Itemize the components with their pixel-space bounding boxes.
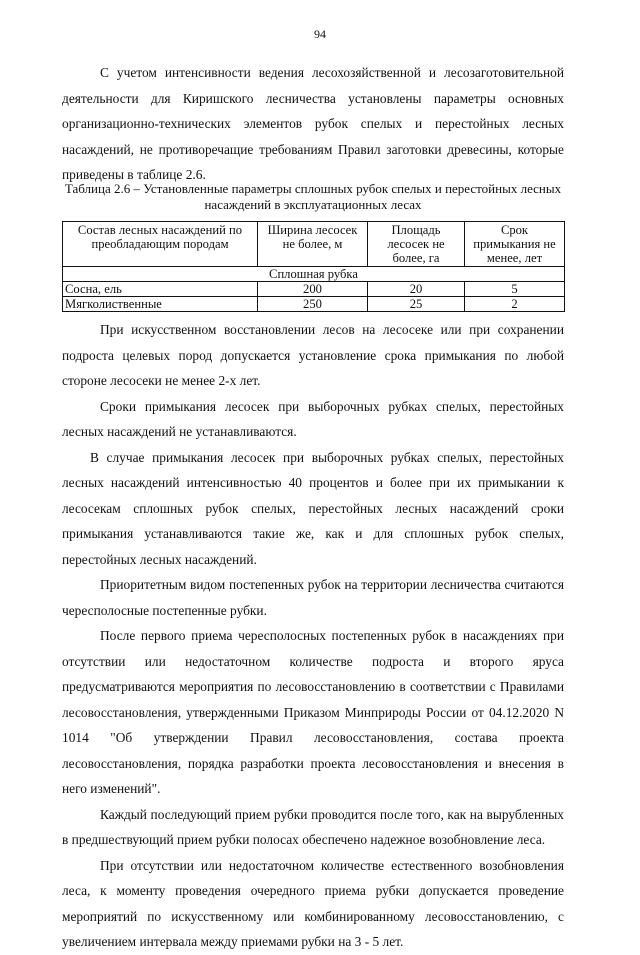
paragraph: При искусственном восстановлении лесов на лесосеке или при сохранении подроста целевых пород допускается установление срока примыкания по любой стороне лесосеки не менее 2-х лет.: [62, 322, 564, 388]
row-area: 25: [368, 297, 465, 312]
table-header-row: [63, 222, 565, 267]
header-width: Ширина лесосек не более, м: [258, 222, 368, 267]
paragraph: Каждый последующий прием рубки проводится после того, как на вырубленных в предшествующий прием рубки полосах обеспечено надежное возобновление леса.: [62, 806, 564, 847]
header-area: Площадь лесосек не более, га: [368, 222, 465, 267]
table-row: [63, 297, 565, 312]
row-term: 5: [465, 282, 565, 297]
intro-text: [62, 60, 564, 188]
row-term: 2: [465, 297, 565, 312]
paragraph: Приоритетным видом постепенных рубок на территории лесничества считаются чересполосные постепенные рубки.: [62, 577, 564, 618]
row-width: 200: [258, 282, 368, 297]
row-width: 250: [258, 297, 368, 312]
parameters-table: [62, 221, 565, 312]
paragraph: После первого приема чересполосных постепенных рубок в насаждениях при отсутствии или недостаточном количестве подроста и второго яруса предусматриваются мероприятия по лесовосстановлению в соответствии с Правилами лесовосстановления, утвержденными Приказом Минприроды России от 04.12.2020 N 1014 "Об утверждении Правил лесовосстановления, состава проекта лесовосстановления, порядка разработки проекта лесовосстановления и внесения в него изменений".: [62, 628, 564, 796]
paragraph: При отсутствии или недостаточном количестве естественного возобновления леса, к моменту проведения очередного приема рубки допускается проведение мероприятий по искусственному или комбинированному лесовосстановлению, с увеличением интервала между приемами рубки на 3 - 5 лет.: [62, 857, 564, 949]
page-number: 94: [314, 27, 326, 41]
row-area: 20: [368, 282, 465, 297]
paragraph: Сроки примыкания лесосек при выборочных рубках спелых, перестойных лесных насаждений не устанавливаются.: [62, 398, 564, 439]
paragraph: В случае примыкания лесосек при выборочных рубках спелых, перестойных лесных насаждений интенсивностью 40 процентов и более при их примыкании к лесосекам сплошных рубок спелых, перестойных лесных насаждений сроки примыкания устанавливаются такие же, как и для сплошных рубок спелых, перестойных лесных насаждений.: [62, 449, 564, 567]
header-term: Срок примыкания не менее, лет: [465, 222, 565, 267]
row-name: Мягколиственные: [63, 297, 258, 312]
body-text: [62, 317, 564, 955]
table-row: [63, 282, 565, 297]
table-caption: Таблица 2.6 – Установленные параметры сплошных рубок спелых и перестойных лесных насаждений в эксплуатационных лесах: [64, 181, 562, 212]
intro-paragraph: С учетом интенсивности ведения лесохозяйственной и лесозаготовительной деятельности для Киришского лесничества установлены параметры основных организационно-технических элементов рубок спелых и перестойных лесных насаждений, не противоречащие требованиям Правил заготовки древесины, которые приведены в таблице 2.6.: [62, 65, 564, 182]
row-name: Сосна, ель: [63, 282, 258, 297]
section-label: Сплошная рубка: [63, 267, 565, 282]
table-section-row: [63, 267, 565, 282]
header-composition: Состав лесных насаждений по преобладающим породам: [63, 222, 258, 267]
